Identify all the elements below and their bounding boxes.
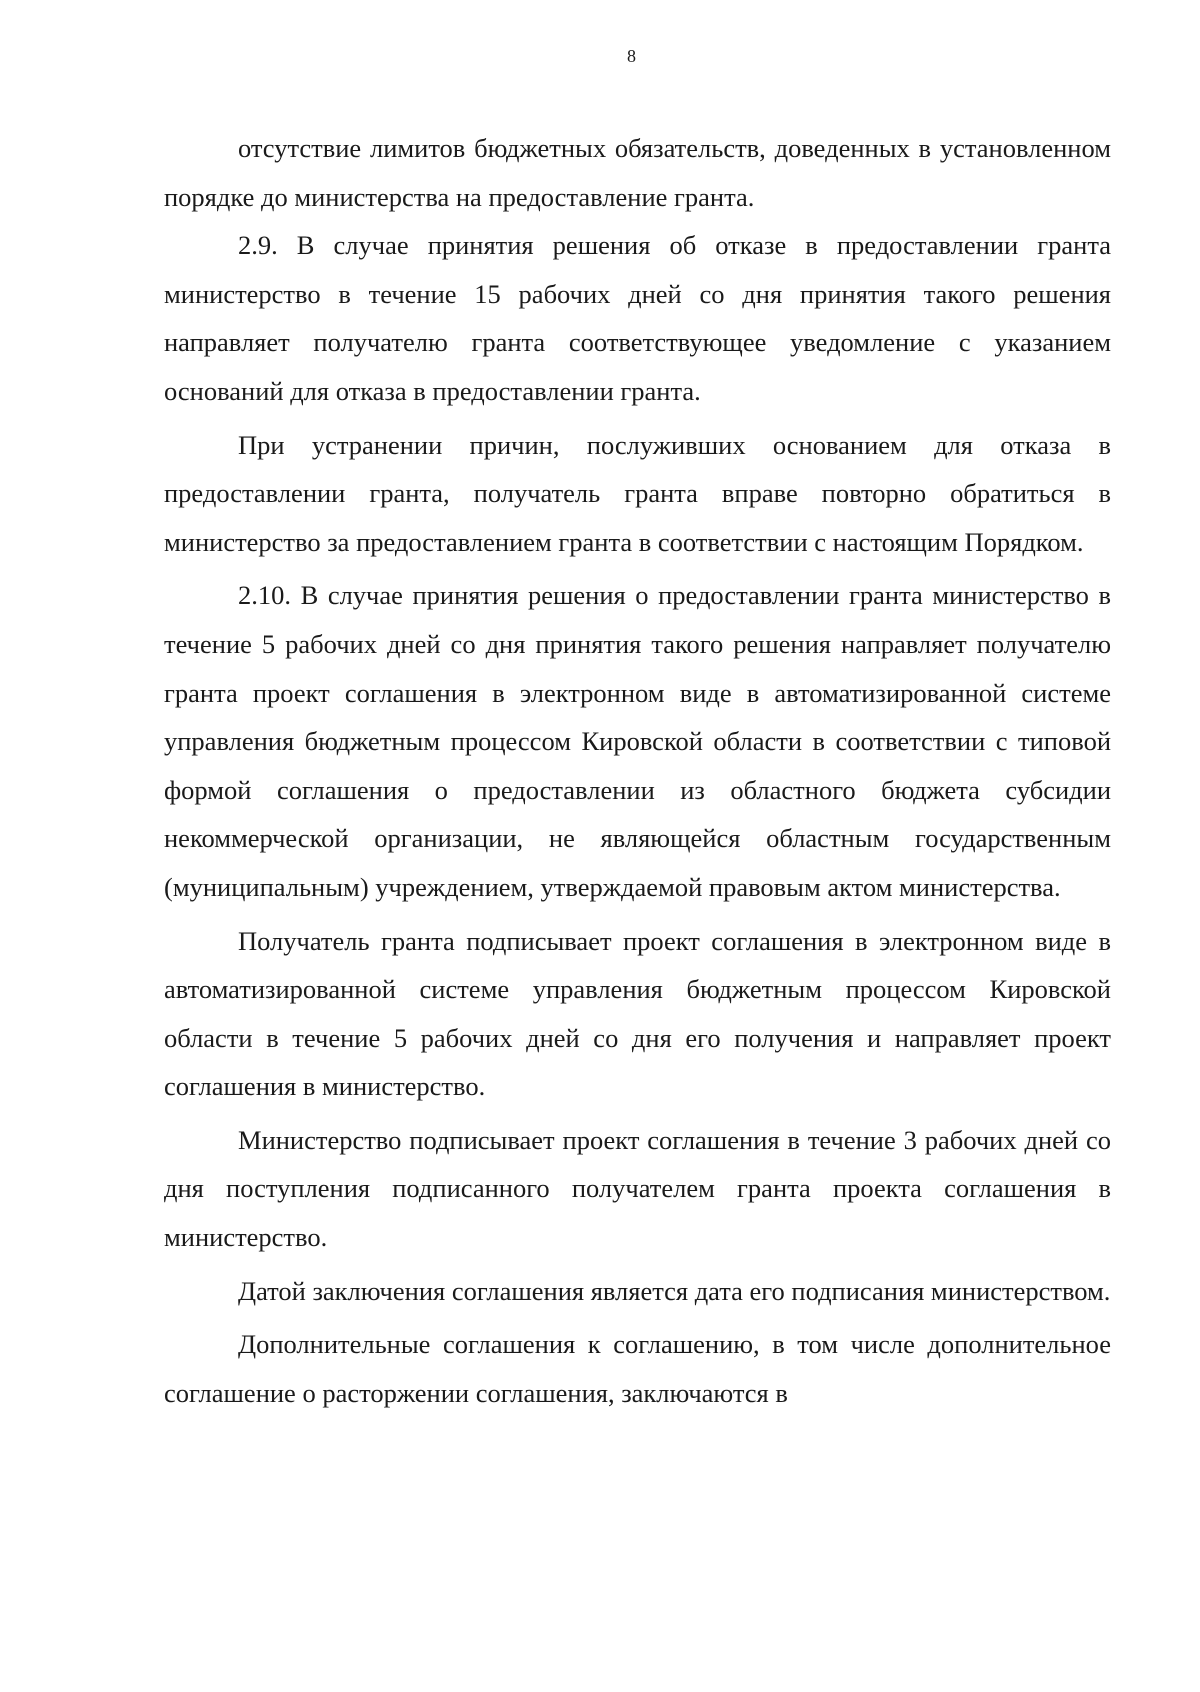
paragraph-additional-agreements: Дополнительные соглашения к соглашению, в том числе дополнительное соглашение о расторжении соглашения, заключаются в xyxy=(164,1329,1111,1408)
paragraph-ministry-signs: Министерство подписывает проект соглашения в течение 3 рабочих дней со дня поступления подписанного получателем гранта проекта соглашения в министерство. xyxy=(164,1124,1111,1253)
page-number: 8 xyxy=(627,46,636,66)
paragraph-conclusion-date: Датой заключения соглашения является дата его подписания министерством. xyxy=(238,1275,1111,1306)
paragraph-2-9-refusal: 2.9. В случае принятия решения об отказе в предоставлении гранта министерство в течение 15 рабочих дней со дня принятия такого решения направляет получателю гранта соответствующее уведомление с указанием оснований для отказа в предоставлении гранта. xyxy=(164,230,1111,406)
paragraph-recipient-signs: Получатель гранта подписывает проект соглашения в электронном виде в автоматизированной системе управления бюджетным процессом Кировской области в течение 5 рабочих дней со дня его получения и направляет проект соглашения в министерство. xyxy=(164,925,1111,1102)
paragraph-grant-limits: отсутствие лимитов бюджетных обязательств, доведенных в установленном порядке до министерства на предоставление гранта. xyxy=(164,133,1111,212)
paragraph-reapplication: При устранении причин, послуживших основанием для отказа в предоставлении гранта, получатель гранта вправе повторно обратиться в министерство за предоставлением гранта в соответствии с настоящим Порядком. xyxy=(164,429,1111,557)
paragraph-2-10-agreement: 2.10. В случае принятия решения о предоставлении гранта министерство в течение 5 рабочих дней со дня принятия такого решения направляет получателю гранта проект соглашения в электронном виде в автоматизированной системе управления бюджетным процессом Кировской области в соответствии с типовой формой соглашения о предоставлении из областного бюджета субсидии некоммерческой организации, не являющейся областным государственным (муниципальным) учреждением, утверждаемой правовым актом министерства. xyxy=(164,580,1111,902)
document-body xyxy=(164,124,1111,1417)
